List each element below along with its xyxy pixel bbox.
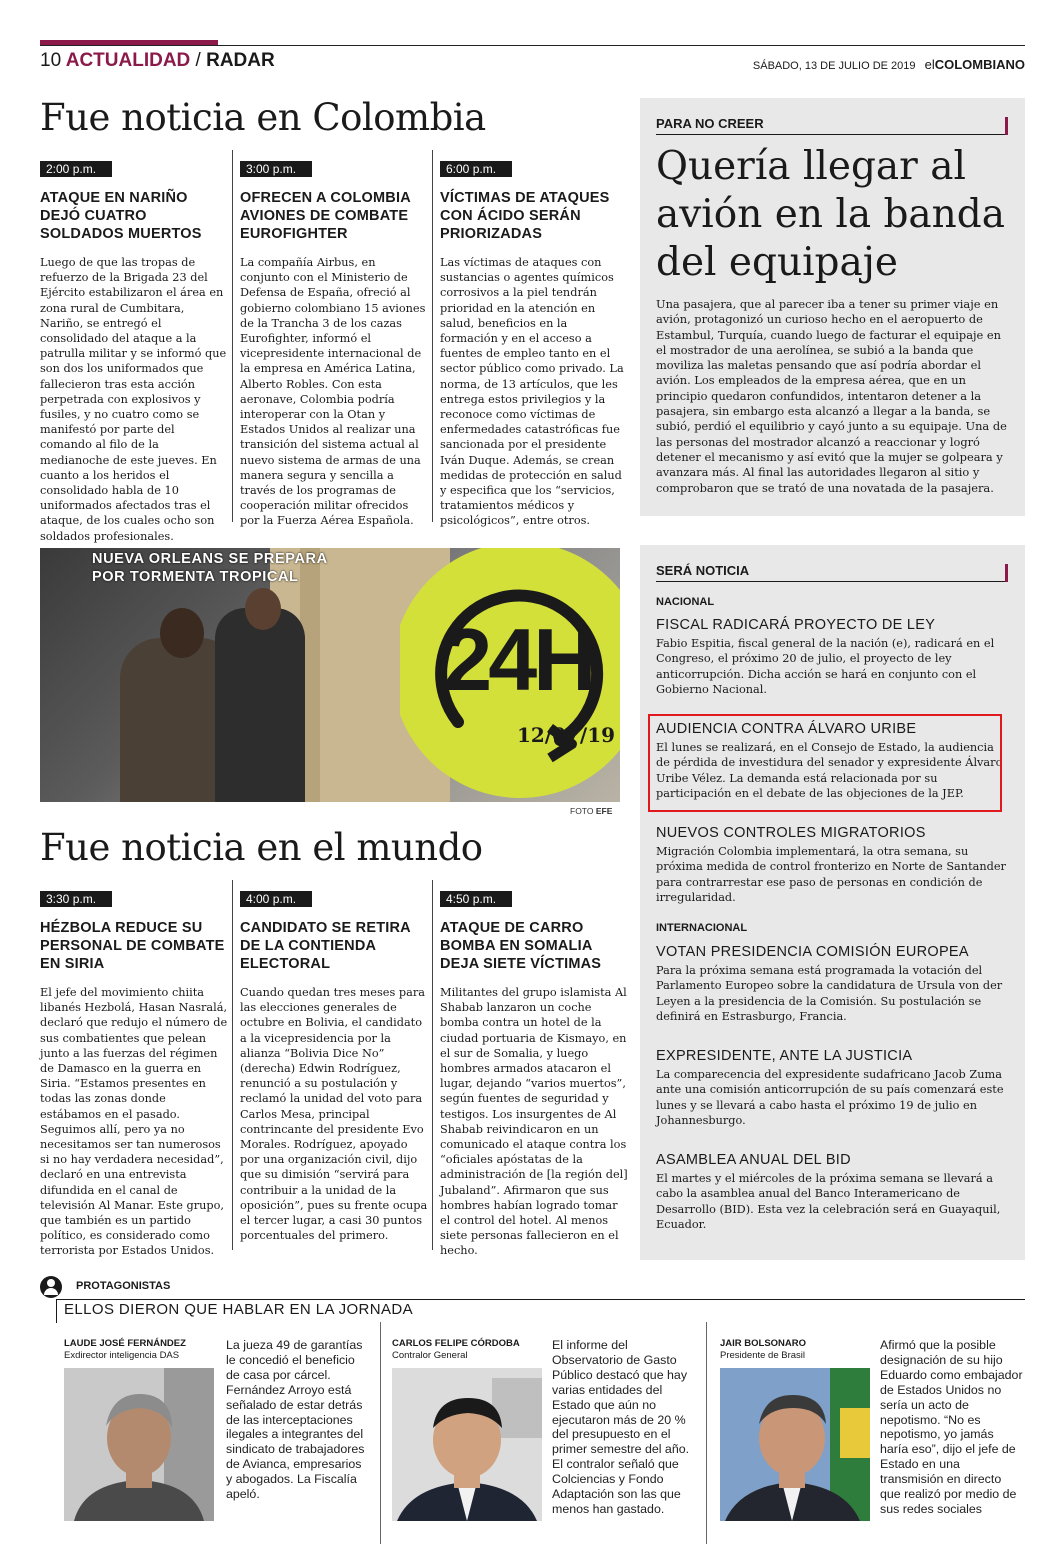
- label-accent: [1005, 117, 1008, 135]
- sera-noticia-item: [656, 617, 1006, 697]
- protagonistas-subtitle: ELLOS DIERON QUE HABLAR EN LA JORNADA: [64, 1301, 414, 1318]
- person-name: LAUDE JOSÉ FERNÁNDEZ: [64, 1338, 186, 1349]
- sera-noticia-item: [656, 1152, 1006, 1232]
- photo-person: [215, 608, 305, 802]
- item-title: ASAMBLEA ANUAL DEL BID: [656, 1152, 851, 1168]
- sera-noticia-item: [656, 944, 1006, 1024]
- item-title: FISCAL RADICARÁ PROYECTO DE LEY: [656, 617, 936, 633]
- mundo-article-2: [240, 888, 428, 1243]
- item-body: Para la próxima semana está programada la votación del Parlamento Europeo sobre la candidatura de Ursula von der Leyen a la presidencia de la Comisión. Su postulación se definirá en Estrasburgo, Francia.: [656, 964, 1003, 1023]
- column-divider: [380, 1322, 381, 1544]
- photo-caption: NUEVA ORLEANS SE PREPARA POR TORMENTA TROPICAL: [92, 551, 328, 585]
- article-headline: OFRECEN A COLOMBIA AVIONES DE COMBATE EUROFIGHTER: [240, 190, 411, 242]
- label-accent: [1005, 564, 1008, 582]
- news-photo: [40, 548, 620, 802]
- item-body: La comparecencia del expresidente sudafricano Jacob Zuma ante una comisión anticorrupción de su país comenzará este lunes y se llevará a cabo hasta el próximo 19 de julio en Johannesburgo.: [656, 1068, 1004, 1127]
- colombia-section-title: Fue noticia en Colombia: [40, 96, 486, 139]
- page-number: 10: [40, 50, 62, 71]
- person-statement: La jueza 49 de garantías le concedió el beneficio de casa por cárcel. Fernández Arroyo está señalado de estar detrás de las interceptaciones ilegales a integrantes del sindicato de trabajadores de Avianca, empresarios y abogados. La Fiscalía apeló.: [226, 1338, 365, 1502]
- colombia-article-3: [440, 158, 628, 529]
- header-meta: [753, 57, 1025, 72]
- item-body: El martes y el miércoles de la próxima semana se llevará a cabo la asamblea anual del Banco Interamericano de Desarrollo (BID). Esta vez la celebración será en Guayaquil, Ecuador.: [656, 1172, 1001, 1231]
- badge-date: 12/07/19: [516, 723, 616, 747]
- article-body: El jefe del movimiento chiita libanés Hezbolá, Hasan Nasralá, declaró que redujo el número de sus combatientes que pelean junto a las fuerzas del régimen de Damasco en la guerra en Siria. “Estamos presentes en todas las zonas donde estábamos en el pasado. Seguimos allí, pero ya no necesitamos ser tan numerosos si no hay verdadera necesidad”, declaró en una entrevista difundida en el canal de televisión Al Manar. Este grupo, que también es un partido político, es considerado como terrorista por Estados Unidos.: [40, 986, 228, 1258]
- section-name: ACTUALIDAD: [65, 50, 191, 71]
- article-body: Militantes del grupo islamista Al Shabab lanzaron un coche bomba contra un hotel de la ciudad portuaria de Kismayo, en el sur de Somalia, y luego hombres armados atacaron el lugar, dejando “varios muertos”, según fuentes de seguridad y testigos. Los insurgentes de Al Shabab reivindicaron en un comunicado el ataque contra los “oficiales apóstatas de la administración de [la región del] Jubaland”. Afirmaron que sus hombres habían logrado tomar el control del hotel. Al menos siete personas fallecieron en el hecho.: [440, 986, 628, 1258]
- column-divider: [232, 150, 233, 522]
- article-headline: HÉZBOLA REDUCE SU PERSONAL DE COMBATE EN SIRIA: [40, 920, 225, 972]
- person-icon: [40, 1276, 62, 1298]
- sera-noticia-item: [656, 825, 1006, 905]
- person-role: Exdirector inteligencia DAS: [64, 1350, 180, 1361]
- column-divider: [432, 880, 433, 1250]
- sera-noticia-item: [656, 1048, 1006, 1128]
- article-headline: CANDIDATO SE RETIRA DE LA CONTIENDA ELECTORAL: [240, 920, 411, 972]
- issue-date: SÁBADO, 13 DE JULIO DE 2019: [752, 60, 916, 72]
- portrait-illustration: [720, 1368, 870, 1521]
- item-title: VOTAN PRESIDENCIA COMISIÓN EUROPEA: [656, 944, 969, 960]
- article-headline: VÍCTIMAS DE ATAQUES CON ÁCIDO SERÁN PRIORIZADAS: [440, 190, 610, 242]
- person-statement: El informe del Observatorio de Gasto Público destacó que hay varias entidades del Estado que aún no ejecutaron más de 20 % del presupuesto en el primer semestre del año. El contralor señaló que Colciencias y Fondo Adaptación son las que menos han gastado.: [552, 1338, 690, 1516]
- para-no-creer-title: Quería llegar al avión en la banda del equipaje: [656, 144, 1006, 285]
- item-title: AUDIENCIA CONTRA ÁLVARO URIBE: [656, 721, 917, 737]
- article-body: Cuando quedan tres meses para las elecciones generales de octubre en Bolivia, el candidato a la vicepresidencia por la alianza “Bolivia Dice No” (derecha) Edwin Rodríguez, renunció a su postulación y reclamó la unidad del voto para Carlos Mesa, principal contrincante del presidente Evo Morales. Rodríguez, apoyado por una organización civil, dijo que su dimisión “servirá para contribuir a la unidad de la oposición”, pues su frente ocupa el tercer lugar, a casi 30 puntos porcentuales del primero.: [240, 986, 428, 1243]
- label-rule: [656, 134, 1006, 135]
- time-tag: 4:50 p.m.: [440, 891, 512, 907]
- person-photo: [64, 1368, 214, 1521]
- section-separator: /: [195, 50, 201, 71]
- article-headline: ATAQUE EN NARIÑO DEJÓ CUATRO SOLDADOS MUERTOS: [40, 190, 202, 242]
- protagonistas-rule: [56, 1299, 1025, 1300]
- mundo-article-1: [40, 888, 228, 1259]
- time-tag: 4:00 p.m.: [240, 891, 312, 907]
- article-body: Las víctimas de ataques con sustancias o agentes químicos corrosivos a la piel tendrán prioridad en la atención en salud, beneficios en la formación y en el acceso a fuentes de empleo tanto en el sector público como privado. La norma, de 13 artículos, que les entrega estos privilegios y la reconoce como víctimas de enfermedades catastróficas fue sancionada por el presidente Iván Duque. Además, se crean medidas de protección en salud y especifica que los “servicios, tratamientos médicos y psicológicos”, entre otros.: [440, 256, 624, 528]
- portrait-illustration: [64, 1368, 214, 1521]
- highlight-box: [648, 714, 1002, 812]
- person-role: Contralor General: [392, 1350, 468, 1361]
- person-photo: [720, 1368, 870, 1521]
- item-body: El lunes se realizará, en el Consejo de Estado, la audiencia de pérdida de investidura del senador y expresidente Álvaro Uribe Vélez. La demanda está relacionada por su participación en el debate de las objeciones de la JEP.: [656, 741, 1003, 800]
- label-rule: [656, 581, 1006, 582]
- portrait-illustration: [392, 1368, 542, 1521]
- person-statement: Afirmó que la posible designación de su hijo Eduardo como embajador de Estados Unidos no sería un acto de nepotismo. “No es nepotismo, yo jamás haría eso”, dijo el jefe de Estado en una transmisión en directo que realizó por medio de sus redes sociales: [880, 1338, 1023, 1516]
- item-title: EXPRESIDENTE, ANTE LA JUSTICIA: [656, 1048, 913, 1064]
- column-divider: [232, 880, 233, 1250]
- article-body: La compañía Airbus, en conjunto con el Ministerio de Defensa de España, ofreció al gobierno colombiano 15 aviones de la Trancha 3 de los cazas Eurofighter, informó el vicepresidente internacional de la empresa en América Latina, Alberto Robles. Con esta aeronave, Colombia podría interoperar con la Otan y Estados Unidos al realizar una transición del sistema actual al nuevo sistema de armas de una manera segura y sencilla a través de los programas de cooperación militar ofrecidos por la Fuerza Aérea Española.: [240, 256, 426, 528]
- sera-noticia-label: SERÁ NOTICIA: [656, 563, 750, 578]
- 24h-badge: [400, 548, 620, 802]
- time-tag: 6:00 p.m.: [440, 161, 512, 177]
- category-internacional: INTERNACIONAL: [656, 922, 748, 934]
- colombia-article-1: [40, 158, 228, 544]
- time-tag: 3:30 p.m.: [40, 891, 112, 907]
- item-title: NUEVOS CONTROLES MIGRATORIOS: [656, 825, 926, 841]
- article-body: Luego de que las tropas de refuerzo de la Brigada 23 del Ejército estabilizaron el área en zona rural de Cumbitara, Nariño, se entregó el consolidado del ataque a la patrulla militar y se informó que son dos los uniformados que fallecieron tras esta acción perpetrada con explosivos y fusiles, y no cuatro como se manifestó por parte del comando al filo de la medianoche de este jueves. En cuanto a los heridos el consolidado habla de 10 uniformados afectados tras el ataque, de los cuales ocho son soldados profesionales.: [40, 256, 227, 543]
- photo-credit: FOTO EFE: [570, 806, 613, 816]
- item-body: Fabio Espitia, fiscal general de la nación (e), radicará en el Congreso, el próximo 20 de julio, el proyecto de ley anticorrupción. Dicha acción se hará en conjunto con el Gobierno Nacional.: [656, 637, 995, 696]
- person-name: JAIR BOLSONARO: [720, 1338, 807, 1349]
- item-body: Migración Colombia implementará, la otra semana, su próxima medida de control fronterizo en Norte de Santander para contrarrestar ese paso de personas en condición de irregularidad.: [656, 845, 1006, 904]
- para-no-creer-label: PARA NO CREER: [656, 116, 764, 131]
- time-tag: 3:00 p.m.: [240, 161, 312, 177]
- header-rule: [40, 45, 1025, 46]
- mundo-article-3: [440, 888, 628, 1259]
- column-divider: [706, 1322, 707, 1544]
- mundo-section-title: Fue noticia en el mundo: [40, 826, 483, 869]
- time-tag: 2:00 p.m.: [40, 161, 112, 177]
- category-nacional: NACIONAL: [656, 596, 715, 608]
- badge-24h-text: 24H: [443, 610, 593, 709]
- person-name: CARLOS FELIPE CÓRDOBA: [392, 1338, 520, 1349]
- page-header: [40, 50, 275, 72]
- person-role: Presidente de Brasil: [720, 1350, 806, 1361]
- protagonistas-label: PROTAGONISTAS: [76, 1280, 171, 1292]
- colombia-article-2: [240, 158, 428, 529]
- newspaper-logo: elCOLOMBIANO: [924, 57, 1025, 72]
- column-divider: [432, 150, 433, 522]
- article-headline: ATAQUE DE CARRO BOMBA EN SOMALIA DEJA SIETE VÍCTIMAS: [440, 920, 602, 972]
- subsection-name: RADAR: [206, 50, 275, 71]
- para-no-creer-body: Una pasajera, que al parecer iba a tener su primer viaje en avión, protagonizó un curioso hecho en el aeropuerto de Estambul, Turquía, cuando luego de facturar el equipaje en el mostrador de una aerolínea, se subió a la banda que moviliza las maletas pensando que así podría abordar el avión. Los empleados de la empresa aérea, que en un principio quedaron confundidos, intentaron detener a la pasajera, sin embargo esta alcanzó a llegar a la banda, se subió, perdió el equilibrio y cayó junto a su equipaje. Una de las personas del mostrador alcanzó a reaccionar y logró detener el mecanismo y así evitó que la mujer se golpeara y avanzara más. Al final las autoridades llegaron al sitio y comprobaron que se trató de una novatada de la pasajera.: [656, 297, 1007, 495]
- person-photo: [392, 1368, 542, 1521]
